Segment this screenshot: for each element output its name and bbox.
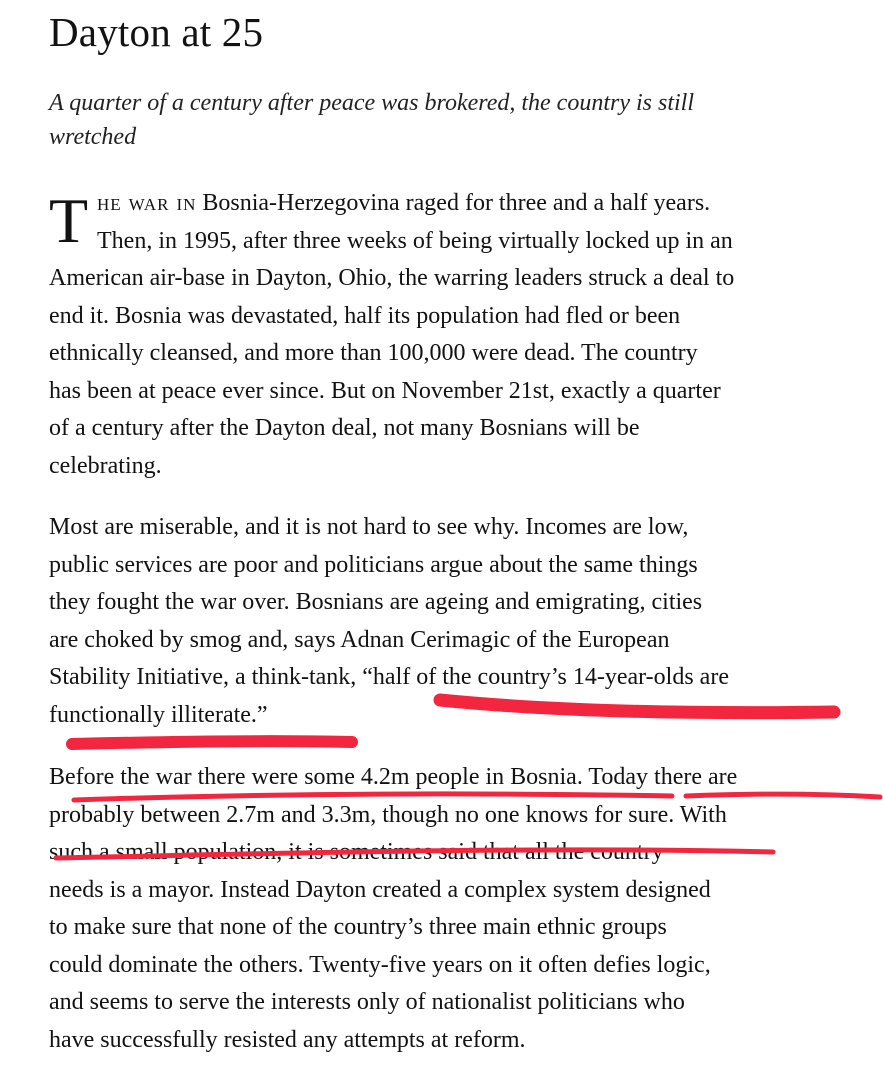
rubric [49, 86, 809, 154]
paragraph-line: are choked by smog and, says Adnan Cerimagic of the European [49, 626, 670, 653]
paragraph-line: such a small population, it is sometimes said that all the country [49, 839, 664, 865]
paragraph-line: public services are poor and politicians argue about the same things [49, 551, 698, 578]
paragraph-line: have successfully resisted any attempts at reform. [49, 1026, 526, 1053]
paragraph-line: Most are miserable, and it is not hard to see why. Incomes are low, [49, 514, 689, 540]
paragraph-1 [49, 185, 849, 485]
paragraph-line: needs is a mayor. Instead Dayton created a complex system designed [49, 876, 711, 903]
paragraph-line: Stability Initiative, a think-tank, “half of the country’s 14-year-olds are [49, 664, 729, 690]
headline: Dayton at 25 [49, 9, 264, 55]
paragraph-line: ethnically cleansed, and more than 100,000 were dead. The country [49, 340, 698, 366]
paragraph-line: American air-base in Dayton, Ohio, the warring leaders struck a deal to [49, 265, 735, 291]
paragraph-line: probably between 2.7m and 3.3m, though no one knows for sure. With [49, 801, 727, 828]
rubric-line: wretched [49, 124, 137, 150]
paragraph-line [49, 185, 849, 223]
paragraph-line: end it. Bosnia was devastated, half its population had fled or been [49, 302, 681, 329]
paragraph-line: could dominate the others. Twenty-five years on it often defies logic, [49, 951, 711, 978]
paragraph-line: Before the war there were some 4.2m people in Bosnia. Today there are [49, 764, 738, 790]
paragraph-line: to make sure that none of the country’s three main ethnic groups [49, 914, 667, 940]
line-text: Bosnia-Herzegovina raged for three and a half years. [196, 190, 711, 216]
paragraph-line: Then, in 1995, after three weeks of being virtually locked up in an [97, 227, 733, 254]
paragraph-2 [49, 509, 849, 734]
drop-cap: T [49, 185, 89, 256]
paragraph-line: of a century after the Dayton deal, not many Bosnians will be [49, 415, 640, 441]
paragraph-line: they fought the war over. Bosnians are ageing and emigrating, cities [49, 589, 703, 615]
paragraph-3 [49, 759, 849, 1059]
rubric-line: A quarter of a century after peace was brokered, the country is still [49, 90, 694, 116]
lead-in: he war in [97, 190, 197, 216]
paragraph-line: celebrating. [49, 452, 162, 479]
red-underline-mark [72, 741, 352, 744]
paragraph-line: has been at peace ever since. But on November 21st, exactly a quarter [49, 377, 721, 404]
paragraph-line: and seems to serve the interests only of nationalist politicians who [49, 989, 685, 1015]
paragraph-line: functionally illiterate.” [49, 701, 268, 728]
